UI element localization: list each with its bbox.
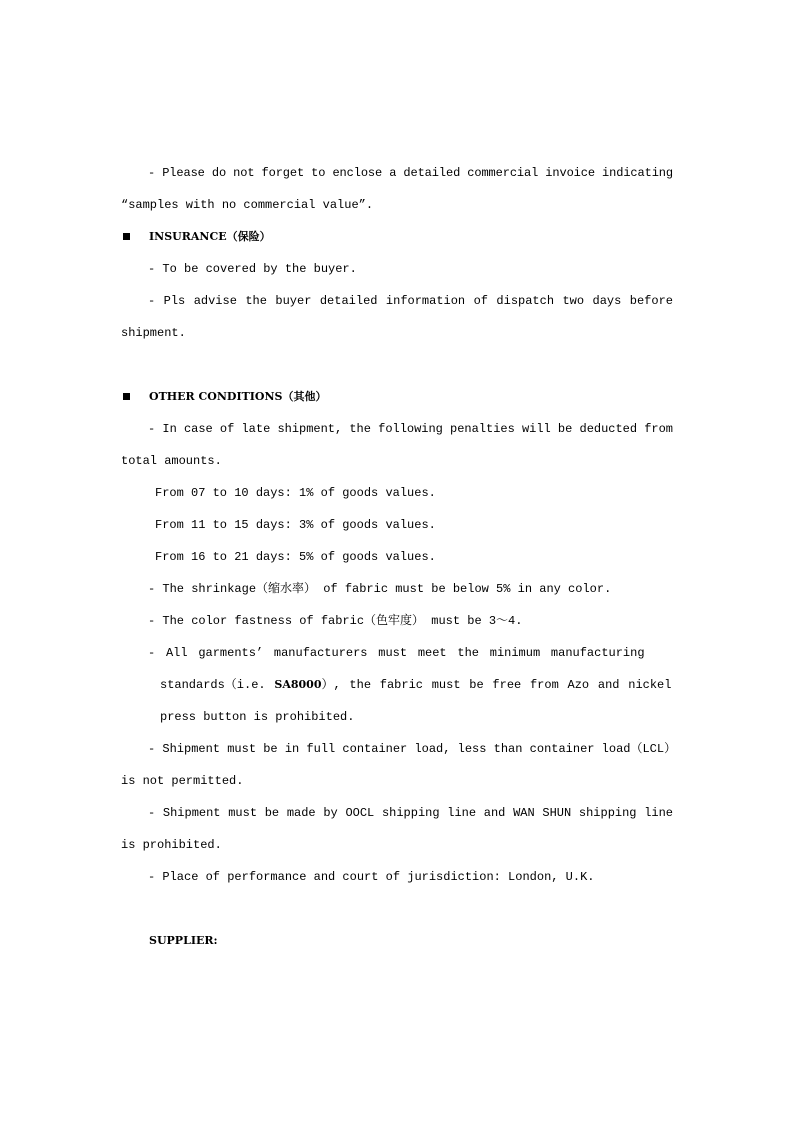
sa8000-standard: SA8000 (274, 678, 322, 691)
jurisdiction-line: - Place of performance and court of jurisdiction: London, U.K. (148, 870, 595, 884)
insurance-line-2a: - Pls advise the buyer detailed information of dispatch two days before (148, 294, 673, 308)
garments-line-2-part-2: ）, the fabric must be free from Azo and nickel (321, 678, 672, 692)
fcl-line-2: is not permitted. (121, 774, 244, 788)
penalty-1: From 07 to 10 days: 1% of goods values. (155, 486, 436, 500)
garments-line-2 (160, 677, 671, 693)
invoice-note-line-2: “samples with no commercial value”. (121, 198, 374, 212)
insurance-heading: INSURANCE（保险） (149, 230, 271, 243)
insurance-line-2b: shipment. (121, 326, 186, 340)
garments-line-2-part-1: standards（i.e. (160, 678, 275, 692)
garments-line-1: - All garments’ manufacturers must meet the minimum manufacturing (148, 646, 645, 660)
invoice-note-line-1: - Please do not forget to enclose a detailed commercial invoice indicating (148, 166, 673, 180)
oocl-line-1: - Shipment must be made by OOCL shipping line and WAN SHUN shipping line (148, 806, 673, 820)
color-fastness-line: - The color fastness of fabric（色牢度） must be 3～4. (148, 614, 523, 628)
shrinkage-line: - The shrinkage（缩水率） of fabric must be below 5% in any color. (148, 582, 612, 596)
other-conditions-heading: OTHER CONDITIONS（其他） (149, 390, 327, 403)
garments-line-3: press button is prohibited. (160, 710, 355, 724)
penalty-3: From 16 to 21 days: 5% of goods values. (155, 550, 436, 564)
supplier-label: SUPPLIER: (149, 934, 218, 947)
bullet-square-icon (123, 393, 130, 400)
late-shipment-line-1: - In case of late shipment, the following penalties will be deducted from (148, 422, 673, 436)
fcl-line-1: - Shipment must be in full container load, less than container load（LCL） (148, 742, 677, 756)
oocl-line-2: is prohibited. (121, 838, 222, 852)
late-shipment-line-2: total amounts. (121, 454, 222, 468)
bullet-square-icon (123, 233, 130, 240)
penalty-2: From 11 to 15 days: 3% of goods values. (155, 518, 436, 532)
insurance-line-1: - To be covered by the buyer. (148, 262, 357, 276)
